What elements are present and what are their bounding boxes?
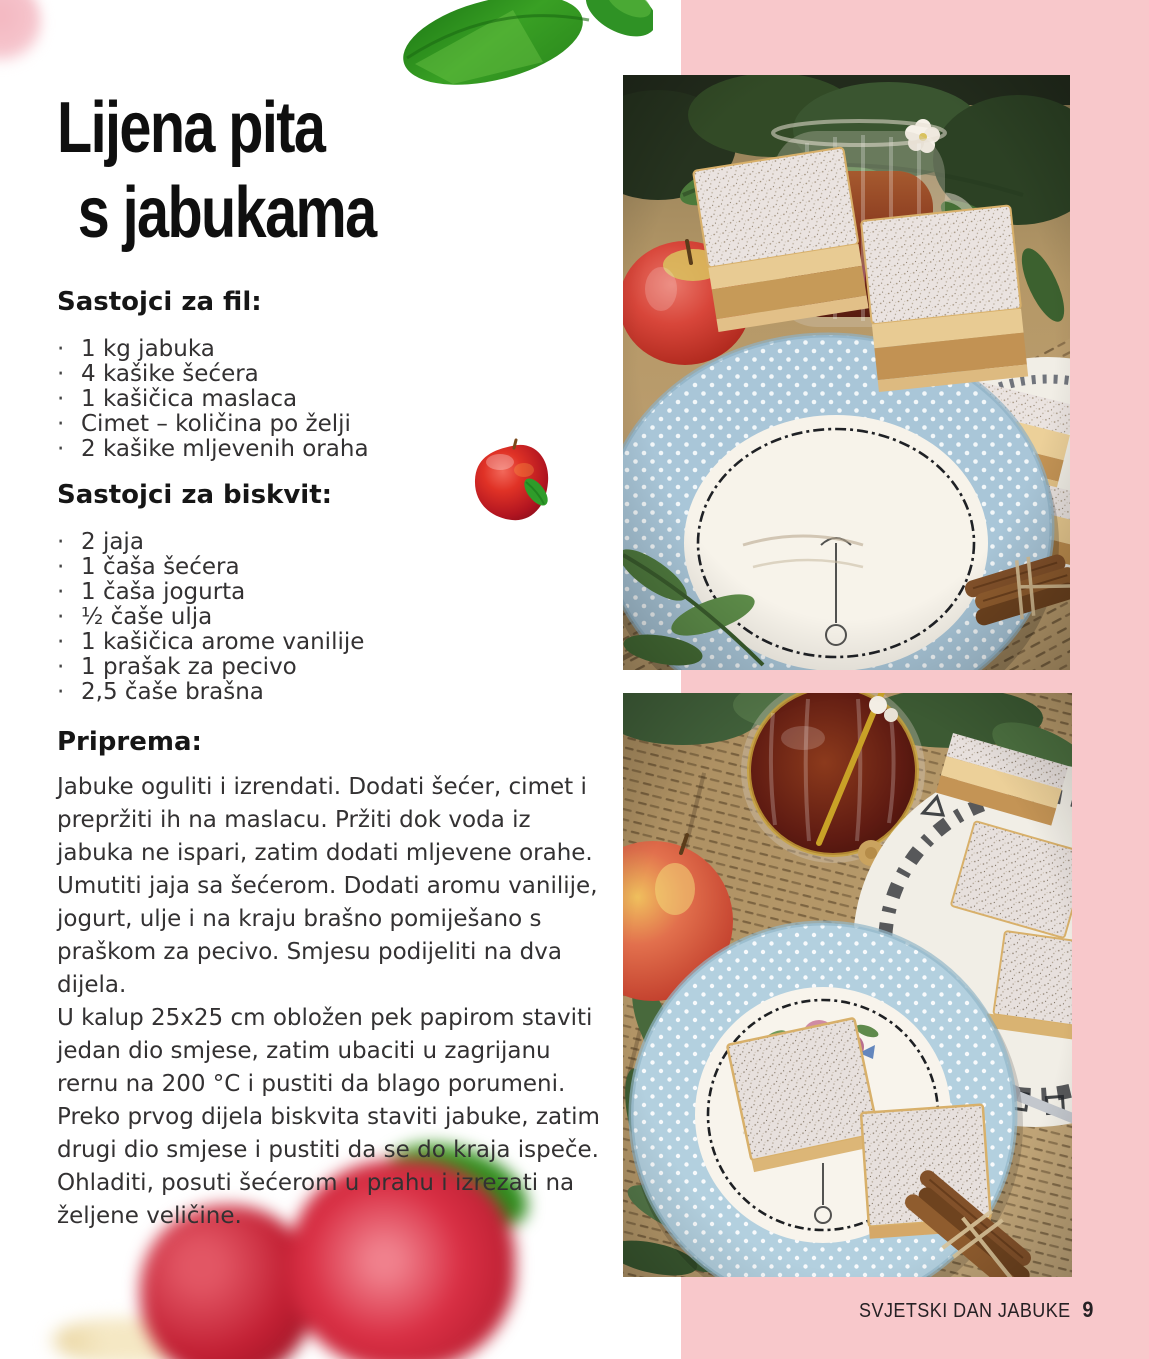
list-item: · ½ čaše ulja [57,604,213,630]
list-item: · 1 prašak za pecivo [57,654,297,680]
list-item: · 1 kg jabuka [57,336,215,362]
filling-ingredients-list [57,337,613,462]
bullet: · [57,411,65,437]
bullet: · [57,529,65,555]
list-item: · 2 kašike mljevenih oraha [57,436,369,462]
footer-issue-title: SVJETSKI DAN JABUKE [858,1300,1071,1322]
heading-filling-ingredients: Sastojci za fil: [57,287,262,317]
bullet: · [57,336,65,362]
preparation-paragraph: Jabuke oguliti i izrendati. Dodati šećer, cimet i prepržiti ih na maslacu. Pržiti dok voda iz jabuka ne ispari, zatim dodati mljevene orahe. [57,774,593,866]
heading-preparation: Priprema: [57,727,202,757]
recipe-text-column [57,0,613,1233]
bullet: · [57,436,65,462]
photo-apple-cake-table [623,75,1070,670]
page-footer [859,1297,1093,1323]
bullet: · [57,386,65,412]
preparation-paragraph: Umutiti jaja sa šećerom. Dodati aromu vanilije, jogurt, ulje i na kraju brašno pomiješano s praškom za pecivo. Smjesu podijeliti na dva dijela. [57,873,598,998]
bullet: · [57,361,65,387]
bullet: · [57,554,65,580]
photo-apple-cake-overhead [623,693,1072,1277]
list-item: · 1 kašičica maslaca [57,386,298,412]
heading-sponge-ingredients: Sastojci za biskvit: [57,480,333,510]
page-title [57,86,635,256]
title-line-1: Lijena pita [57,88,325,168]
list-item: · 2 jaja [57,529,144,555]
bullet: · [57,629,65,655]
preparation-paragraph: Ohladiti, posuti šećerom u prahu i izrezati na željene veličine. [57,1170,575,1229]
bullet: · [57,579,65,605]
sponge-ingredients-list [57,530,613,705]
preparation-text [57,771,613,1233]
list-item: · 2,5 čaše brašna [57,679,264,705]
blurred-petal-decoration [0,0,42,67]
bullet: · [57,679,65,705]
bullet: · [57,654,65,680]
title-line-2: s jabukama [77,173,376,253]
preparation-paragraph: U kalup 25x25 cm obložen pek papirom staviti jedan dio smjese, zatim ubaciti u zagrijanu rernu na 200 °C i pustiti da blago porumeni. Preko prvog dijela biskvita staviti jabuke, zatim drugi dio smjese i pustiti da se do kraja ispeče. [57,1005,600,1163]
page-number: 9 [1081,1297,1093,1322]
list-item: · Cimet – količina po želji [57,411,351,437]
list-item: · 4 kašike šećera [57,361,259,387]
list-item: · 1 kašičica arome vanilije [57,629,365,655]
list-item: · 1 čaša jogurta [57,579,246,605]
bullet: · [57,604,65,630]
list-item: · 1 čaša šećera [57,554,240,580]
